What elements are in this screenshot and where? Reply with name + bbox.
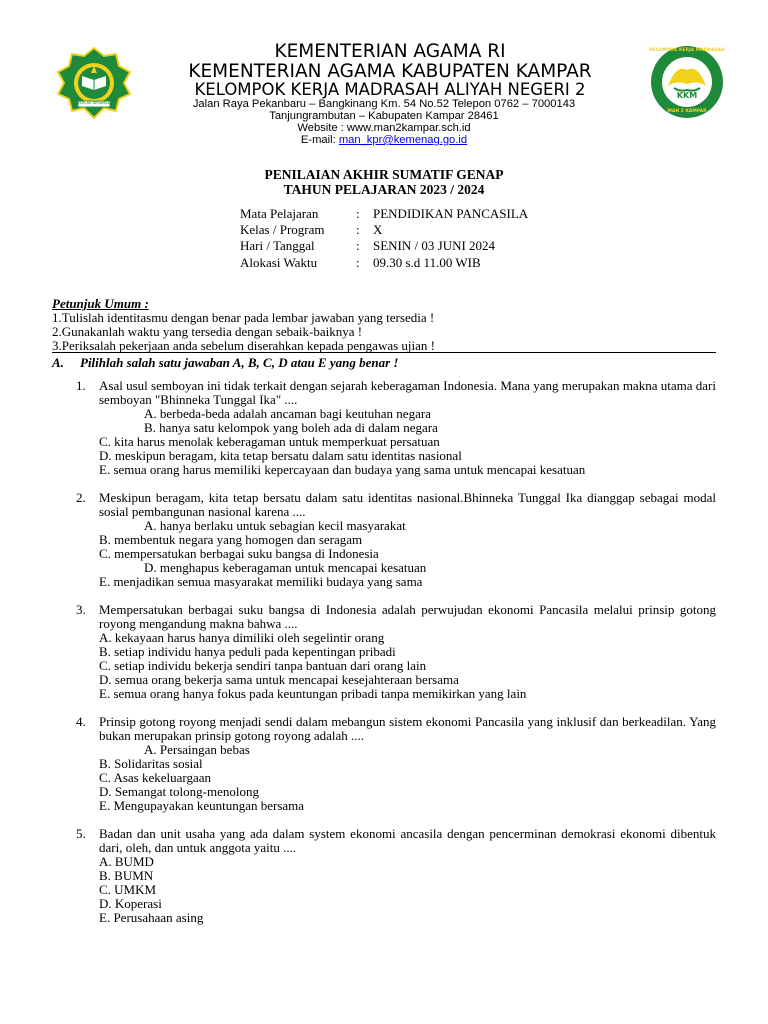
option-d: D. meskipun beragam, kita tetap bersatu dalam satu identitas nasional xyxy=(99,448,462,463)
section-heading xyxy=(52,355,398,371)
address-line: Jalan Raya Pekanbaru – Bangkinang Km. 54 No.52 Telepon 0762 – 7000143 xyxy=(192,98,576,110)
option-b: B. Solidaritas sosial xyxy=(99,756,203,771)
info-label: Kelas / Program xyxy=(240,222,325,238)
option-b: B. membentuk negara yang homogen dan seragam xyxy=(99,532,363,547)
ministry-title: KEMENTERIAN AGAMA RI xyxy=(274,41,506,62)
kkm-logo-top-text: KELOMPOK KERJA MADRASAH xyxy=(649,48,725,53)
info-value: 09.30 s.d 11.00 WIB xyxy=(373,254,481,270)
address-city-line: Tanjungrambutan – Kabupaten Kampar 28461 xyxy=(269,110,499,122)
email-line xyxy=(0,134,768,146)
info-label: Hari / Tanggal xyxy=(240,238,315,254)
divider-line xyxy=(52,352,716,353)
option-e: E. Perusahaan asing xyxy=(99,910,204,925)
question-number: 2. xyxy=(76,490,86,505)
section-instruction: Pilihlah salah satu jawaban A, B, C, D atau E yang benar ! xyxy=(80,355,399,370)
question-number: 5. xyxy=(76,826,86,841)
info-value: X xyxy=(373,222,383,238)
option-d: D. semua orang bekerja sama untuk mencapai kesejahteraan bersama xyxy=(99,672,459,687)
question-number: 3. xyxy=(76,602,86,617)
option-c: C. UMKM xyxy=(99,882,157,897)
instruction-rule: 2.Gunakanlah waktu yang tersedia dengan sebaik-baiknya ! xyxy=(52,324,363,339)
option-d: D. menghapus keberagaman untuk mencapai kesatuan xyxy=(144,560,427,575)
question-4 xyxy=(76,715,716,813)
question-1 xyxy=(76,379,716,477)
option-b: B. BUMN xyxy=(99,868,154,883)
question-text: Prinsip gotong royong menjadi sendi dalam mebangun sistem ekonomi Pancasila yang inklusif dan berkeadilan. Yang bukan merupakan prinsip gotong royong adalah .... xyxy=(99,714,716,743)
question-3 xyxy=(76,603,716,701)
option-c: C. kita harus menolak keberagaman untuk memperkuat persatuan xyxy=(99,434,440,449)
info-value: PENDIDIKAN PANCASILA xyxy=(373,206,529,221)
info-value: SENIN / 03 JUNI 2024 xyxy=(373,238,496,254)
question-2 xyxy=(76,491,716,589)
option-e: E. semua orang harus memiliki kepercayaan dan budaya yang sama untuk mencapai kesatuan xyxy=(99,462,586,477)
option-c: C. mempersatukan berbagai suku bangsa di Indonesia xyxy=(99,546,379,561)
option-a: A. kekayaan harus hanya dimiliki oleh segelintir orang xyxy=(99,630,385,645)
info-colon: : xyxy=(356,206,360,221)
academic-year: TAHUN PELAJARAN 2023 / 2024 xyxy=(283,182,485,197)
email-link[interactable]: man_kpr@kemenag.go.id xyxy=(338,134,468,146)
option-b: B. hanya satu kelompok yang boleh ada di dalam negara xyxy=(144,420,438,435)
kkm-logo-center-text: KKM xyxy=(676,91,698,100)
regency-office-title: KEMENTERIAN AGAMA KABUPATEN KAMPAR xyxy=(188,61,592,82)
question-text: Asal usul semboyan ini tidak terkait dengan sejarah keberagaman Indonesia. Mana yang merupakan makna utama dari semboyan "Bhinneka Tunggal Ika" .... xyxy=(99,378,716,407)
option-e: E. menjadikan semua masyarakat memiliki budaya yang sama xyxy=(99,574,423,589)
question-text: Mempersatukan berbagai suku bangsa di Indonesia adalah perwujudan ekonomi Pancasila melalui prinsip gotong royong mengandung makna bahwa .... xyxy=(99,602,716,631)
info-label: Alokasi Waktu xyxy=(240,254,318,270)
info-label: Mata Pelajaran xyxy=(240,206,319,221)
email-label: E-mail: xyxy=(300,134,339,146)
option-a: A. Persaingan bebas xyxy=(144,742,250,757)
exam-title: PENILAIAN AKHIR SUMATIF GENAP xyxy=(264,167,504,182)
instruction-rule: 3.Periksalah pekerjaan anda sebelum diserahkan kepada pengawas ujian ! xyxy=(52,338,435,353)
kkm-logo-bottom-text: MAN 2 KAMPAR xyxy=(667,109,707,114)
instruction-rule: 1.Tulislah identitasmu dengan benar pada lembar jawaban yang tersedia ! xyxy=(52,310,435,325)
info-colon: : xyxy=(356,254,360,270)
working-group-title: KELOMPOK KERJA MADRASAH ALIYAH NEGERI 2 xyxy=(194,80,586,99)
info-colon: : xyxy=(356,222,360,238)
option-e: E. Mengupayakan keuntungan bersama xyxy=(99,798,305,813)
option-d: D. Koperasi xyxy=(99,896,162,911)
option-a: A. BUMD xyxy=(99,854,154,869)
option-b: B. setiap individu hanya peduli pada kepentingan pribadi xyxy=(99,644,396,659)
website-line: Website : www.man2kampar.sch.id xyxy=(297,122,471,134)
section-number: A. xyxy=(52,355,64,370)
question-number: 1. xyxy=(76,378,86,393)
option-e: E. semua orang hanya fokus pada keuntungan pribadi tanpa memikirkan yang lain xyxy=(99,686,527,701)
option-a: A. hanya berlaku untuk sebagian kecil masyarakat xyxy=(144,518,406,533)
logo-motto: IKHLAS BERAMAL xyxy=(78,101,110,105)
option-d: D. Semangat tolong-menolong xyxy=(99,784,259,799)
info-colon: : xyxy=(356,238,360,254)
question-text: Meskipun beragam, kita tetap bersatu dalam satu identitas nasional.Bhinneka Tunggal Ika dianggap sebagai modal sosial pembangunan nasional karena .... xyxy=(99,490,716,519)
instructions-heading: Petunjuk Umum : xyxy=(52,296,149,311)
option-c: C. Asas kekeluargaan xyxy=(99,770,212,785)
question-text: Badan dan unit usaha yang ada dalam system ekonomi ancasila dengan pencerminan demokrasi ekonomi dibentuk dari, oleh, dan untuk anggota yaitu .... xyxy=(99,826,716,855)
question-5 xyxy=(76,827,716,925)
option-a: A. berbeda-beda adalah ancaman bagi keutuhan negara xyxy=(144,406,431,421)
option-c: C. setiap individu bekerja sendiri tanpa bantuan dari orang lain xyxy=(99,658,427,673)
question-number: 4. xyxy=(76,714,86,729)
